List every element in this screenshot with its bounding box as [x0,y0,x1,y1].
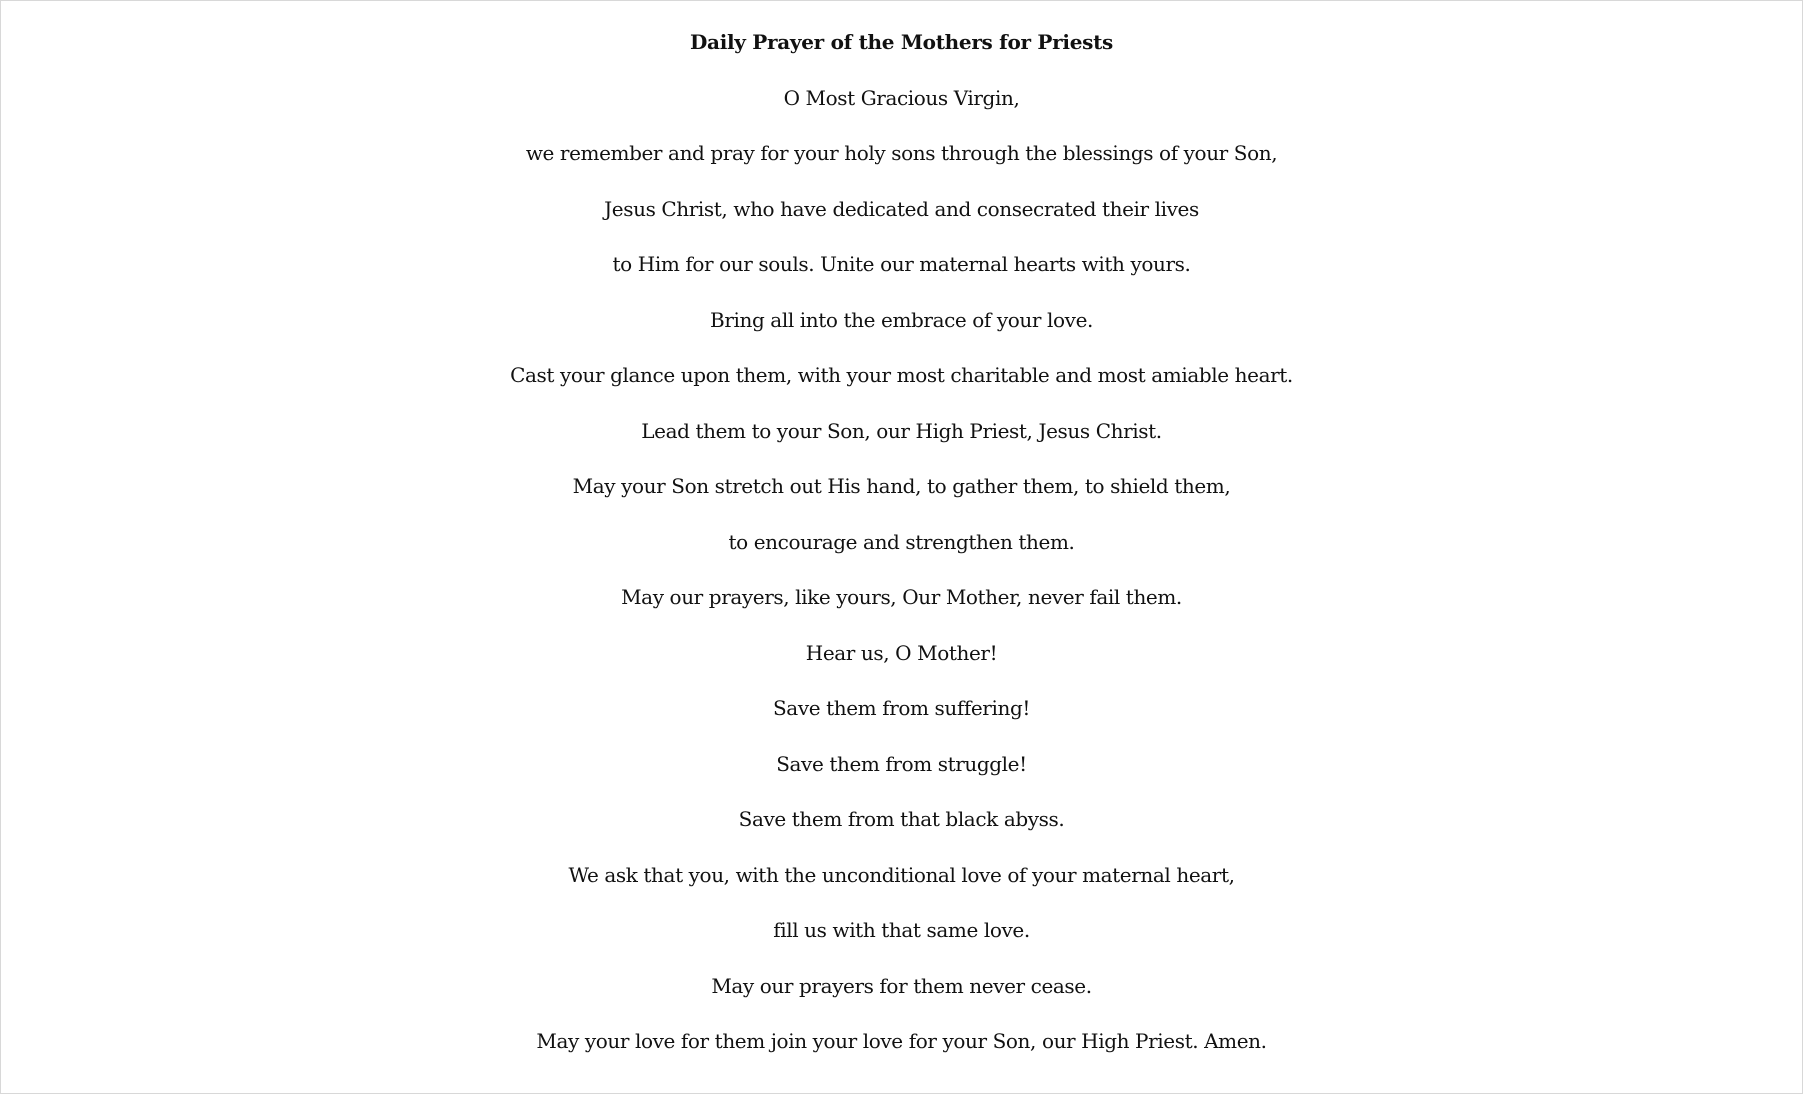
prayer-line: May your love for them join your love for your Son, our High Priest. Amen. [536,1029,1267,1053]
prayer-line: Save them from suffering! [773,696,1030,720]
prayer-line: to encourage and strengthen them. [728,529,1075,554]
prayer-line: Lead them to your Son, our High Priest, Jesus Christ. [641,418,1162,443]
prayer-line: fill us with that same love. [773,918,1030,942]
prayer-line: We ask that you, with the unconditional love of your maternal heart, [568,862,1235,887]
prayer-line: Bring all into the embrace of your love. [710,307,1093,332]
prayer-line: Hear us, O Mother! [805,640,998,665]
prayer-line: Cast your glance upon them, with your most charitable and most amiable heart. [510,363,1293,387]
prayer-line: May our prayers, like yours, Our Mother, never fail them. [621,585,1182,609]
prayer-line: Save them from that black abyss. [738,807,1065,831]
prayer-line: O Most Gracious Virgin, [783,85,1020,110]
prayer-title: Daily Prayer of the Mothers for Priests [690,30,1113,54]
prayer-text [1,15,1802,1070]
prayer-line: May your Son stretch out His hand, to gather them, to shield them, [572,474,1231,498]
prayer-line: Save them from struggle! [776,751,1027,776]
prayer-line: May our prayers for them never cease. [711,973,1092,998]
prayer-line: to Him for our souls. Unite our maternal hearts with yours. [612,252,1191,276]
prayer-line: we remember and pray for your holy sons through the blessings of your Son, [525,141,1278,165]
prayer-line: Jesus Christ, who have dedicated and consecrated their lives [604,196,1199,221]
